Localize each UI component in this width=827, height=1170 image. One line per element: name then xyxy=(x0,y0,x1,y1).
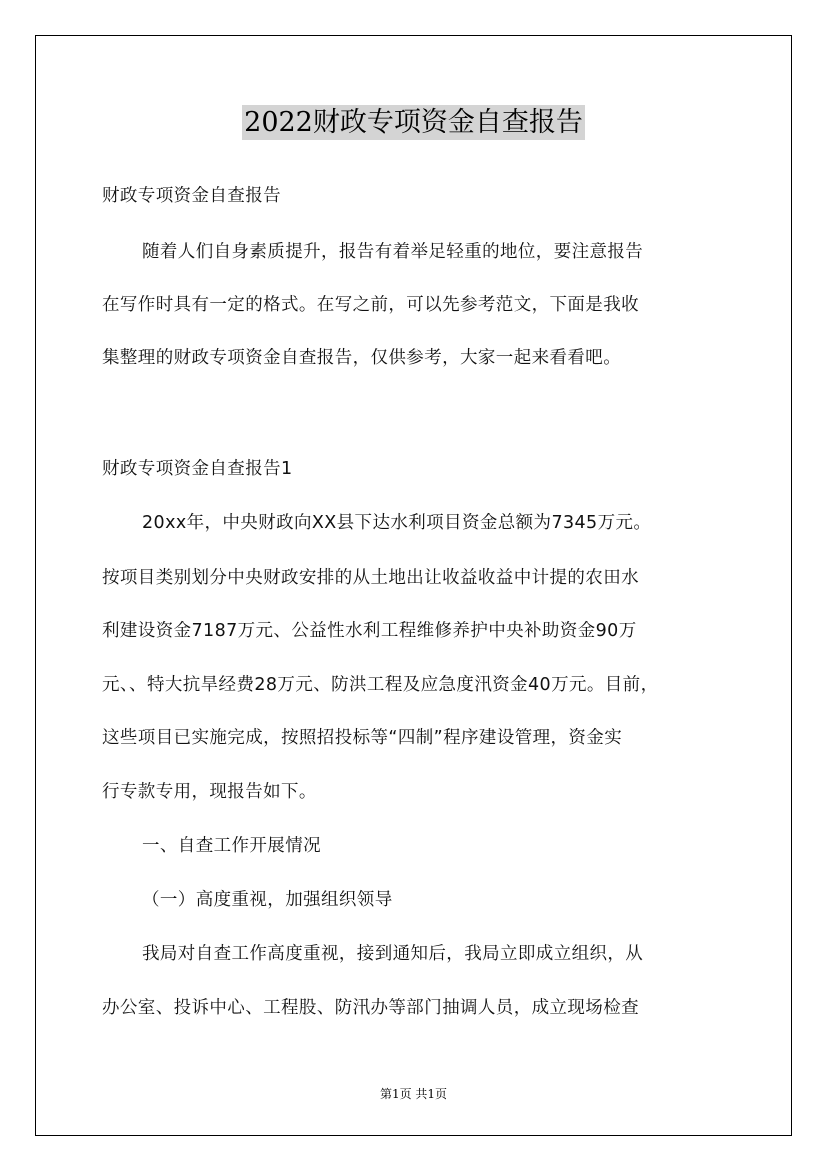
paragraph-line: 随着人们自身素质提升，报告有着举足轻重的地位，要注意报告 xyxy=(142,242,644,262)
title-text: 2022财政专项资金自查报告 xyxy=(244,107,583,138)
paragraph-line: 元、、特大抗旱经费28万元、防洪工程及应急度汛资金40万元。目前， xyxy=(102,675,659,695)
subsection-heading: （一）高度重视，加强组织领导 xyxy=(142,890,393,910)
paragraph-line: 利建设资金7187万元、公益性水利工程维修养护中央补助资金90万 xyxy=(102,621,637,641)
document-title xyxy=(0,100,827,139)
page-number-footer: 第1页 共1页 xyxy=(379,1087,448,1101)
paragraph-line: 办公室、投诉中心、工程股、防汛办等部门抽调人员，成立现场检查 xyxy=(102,998,639,1018)
paragraph-line: 集整理的财政专项资金自查报告，仅供参考，大家一起来看看吧。 xyxy=(102,348,622,368)
paragraph-line: 这些项目已实施完成，按照招投标等“四制”程序建设管理，资金实 xyxy=(102,728,623,748)
section-heading: 财政专项资金自查报告1 xyxy=(102,459,293,479)
subtitle-line: 财政专项资金自查报告 xyxy=(102,186,281,206)
paragraph-line: 按项目类别划分中央财政安排的从土地出让收益收益中计提的农田水 xyxy=(102,568,639,588)
paragraph-line: 行专款专用，现报告如下。 xyxy=(102,782,317,802)
paragraph-line: 在写作时具有一定的格式。在写之前，可以先参考范文，下面是我收 xyxy=(102,295,639,315)
paragraph-line: 20xx年，中央财政向XX县下达水利项目资金总额为7345万元。 xyxy=(142,513,652,533)
paragraph-line: 我局对自查工作高度重视，接到通知后，我局立即成立组织，从 xyxy=(142,944,644,964)
section-heading: 一、自查工作开展情况 xyxy=(142,836,321,856)
